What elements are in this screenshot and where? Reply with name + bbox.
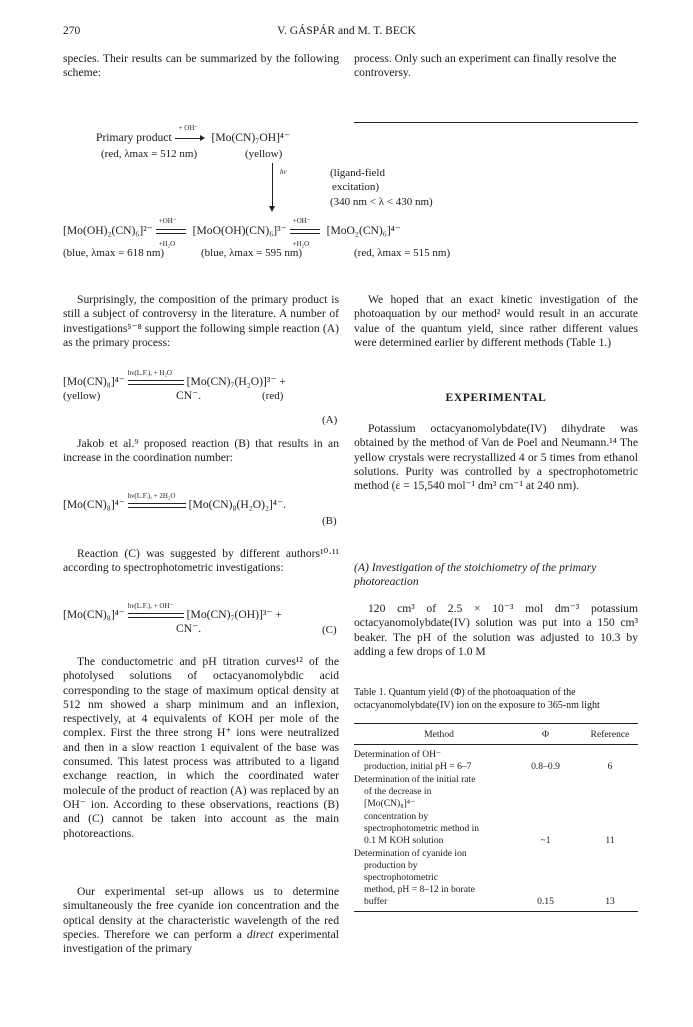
eq-a-red: (red) — [262, 390, 284, 402]
eq-b-arrow — [128, 500, 186, 510]
scheme-plus-oh-2: +OH⁻ — [292, 217, 311, 225]
scheme-down-arrowhead — [269, 206, 275, 212]
scheme-oh-label: + OH⁻ — [178, 124, 199, 132]
eq-a-yellow: (yellow) — [63, 390, 101, 402]
scheme-ligand-field: (ligand-field — [330, 167, 385, 179]
table-header-method: Method — [424, 729, 454, 740]
table-row-1-method-line-1: Determination of OH⁻ — [354, 749, 442, 760]
running-head: V. GÁSPÁR and M. T. BECK — [277, 25, 416, 37]
scheme-red-512: (red, λmax = 512 nm) — [101, 148, 198, 160]
left-paragraph-4: The conductometric and pH titration curves¹² of the photolysed solutions of octacyanomolybdic acid corresponding to the stage of maximum optical density at 512 nm showed a sharp minimum and an inflexion, respectively, at 4 equivalents of KOH per mole of the complex. First the three strong H⁺ ions were neutralized and then in a slow reaction 1 equivalent of the base was consumed. This latest process was attributed to a ligand exchange reaction, in which the coordinated water molecule of the product of reaction (A) was replaced by an OH⁻ ion. According to these observations, reactions (B) and (C) cannot be taken into account as the main photoreactions. — [63, 655, 339, 840]
left-paragraph-2: Jakob et al.⁹ proposed reaction (B) that results in an increase in the coordination number: — [63, 437, 339, 465]
eq-a-product: [Mo(CN)₇(H₂O)]³⁻ + — [186, 375, 286, 388]
left-paragraph-3: Reaction (C) was suggested by different authors¹⁰·¹¹ according to spectrophotometric investigations: — [63, 547, 339, 575]
scheme-wavelength-range: (340 nm < λ < 430 nm) — [330, 196, 433, 208]
eq-a-reactant: [Mo(CN)₈]⁴⁻ — [63, 375, 125, 388]
scheme-excitation: excitation) — [332, 181, 380, 193]
eq-c-reactant: [Mo(CN)₈]⁴⁻ — [63, 608, 125, 621]
table-row-2-method-line-6: 0.1 M KOH solution — [364, 835, 444, 846]
page-number: 270 — [63, 25, 81, 37]
scheme-complex-mid: [MoO(OH)(CN)₆]³⁻ — [192, 224, 287, 237]
table-row-2-method-line-3: [Mo(CN)₈]⁴⁻ — [364, 798, 416, 809]
intro-left: species. Their results can be summarized by the following scheme: — [63, 52, 339, 80]
table-header-reference: Reference — [590, 729, 630, 740]
table-row-1-ref: 6 — [607, 761, 613, 772]
table-row-2-phi: ~1 — [540, 835, 551, 846]
table-header-phi: Φ — [541, 729, 549, 740]
table-row-2-method-line-5: spectrophotometric method in — [364, 823, 480, 834]
table-row-2-ref: 11 — [605, 835, 615, 846]
scheme-equilibrium-arrow-2 — [290, 226, 320, 236]
table-row-3-method-line-5: buffer — [364, 896, 388, 907]
table-header-rule — [354, 744, 638, 745]
scheme-row-1 — [96, 124, 291, 145]
scheme-complex-top: [Mo(CN)₇OH]⁴⁻ — [211, 131, 291, 144]
p5-text-c: experimental investigation of the primary — [63, 927, 339, 956]
table-row-1-phi: 0.8–0.9 — [531, 761, 560, 772]
scheme-vertical-arrow — [272, 163, 273, 208]
scheme-yellow: (yellow) — [245, 148, 283, 160]
scheme-hv: hν — [280, 168, 287, 176]
scheme-plus-oh-1: +OH⁻ — [158, 217, 177, 225]
table-row-2-method-line-2: of the decrease in — [364, 786, 432, 797]
table-row-2-method-line-4: concentration by — [364, 811, 429, 822]
table-top-rule — [354, 723, 638, 724]
eq-c-label: (C) — [322, 624, 337, 636]
table-caption: Table 1. Quantum yield (Φ) of the photoaquation of the octacyanomolybdate(IV) ion on the exposure to 365-nm light — [354, 687, 600, 711]
scheme-plus-h2o-1: +H₂O — [158, 240, 176, 248]
table-row-3-method-line-1: Determination of cyanide ion — [354, 848, 467, 859]
scheme-plus-h2o-2: +H₂O — [292, 240, 310, 248]
table-row-3-phi: 0.15 — [537, 896, 554, 907]
eq-a-label: (A) — [322, 414, 338, 426]
eq-b-product: [Mo(CN)₈(H₂O)₂]⁴⁻. — [188, 498, 286, 511]
p5-direct: direct — [246, 927, 274, 941]
eq-b-label: (B) — [322, 515, 337, 527]
scheme-complex-blue: [Mo(OH)₂(CN)₆]²⁻ — [63, 224, 153, 237]
eq-b-reactant: [Mo(CN)₈]⁴⁻ — [63, 498, 125, 511]
section-heading-experimental: EXPERIMENTAL — [445, 391, 547, 404]
eq-c-arrow-label: hν(L.F.), + OH⁻ — [127, 602, 174, 610]
scheme-complex-red: [MoO₂(CN)₆]⁴⁻ — [326, 224, 401, 237]
scheme-blue-595: (blue, λmax = 595 nm) — [201, 247, 303, 259]
eq-a-cn: CN⁻. — [176, 389, 202, 402]
scheme-row-2 — [63, 217, 401, 248]
scheme-red-515: (red, λmax = 515 nm) — [354, 247, 451, 259]
right-paragraph-2: Potassium octacyanomolybdate(IV) dihydrate was obtained by the method of Van de Poel and Neumann.¹⁴ The yellow crystals were recrystallized 4 or 5 times from ethanol solutions. Purity was controlled by a spectrophotometric method (ε = 15,540 mol⁻¹ dm³ cm⁻¹ at 240 nm). — [354, 422, 638, 493]
eq-a-arrow-label: hν(L.F.), + H₂O — [127, 369, 172, 377]
subsection-heading: (A) Investigation of the stoichiometry of the primary photoreaction — [354, 561, 597, 589]
scheme-primary-product: Primary product — [96, 131, 172, 144]
right-column-rule — [354, 122, 638, 123]
table-row-3-ref: 13 — [605, 896, 615, 907]
eq-c-cn: CN⁻. — [176, 622, 202, 635]
table-bottom-rule — [354, 911, 638, 912]
scheme-blue-618: (blue, λmax = 618 nm) — [63, 247, 165, 259]
right-paragraph-1: We hoped that an exact kinetic investigation of the photoaquation by our method² would result in an accurate value of the quantum yield, since rather different values were determined earlier by different methods (Table 1.) — [354, 293, 638, 349]
eq-b-arrow-label: hν(L.F.), + 2H₂O — [127, 492, 176, 500]
scheme-equilibrium-arrow-1 — [156, 226, 186, 236]
scheme-arrow-right — [175, 133, 205, 143]
p5-text-a: Our experimental set-up allows us to determine simultaneously the free cyanide ion concentration and the optical density at the characteristic wavelength of the red species. Therefore we can perform a — [63, 885, 339, 941]
left-paragraph-1: Surprisingly, the composition of the primary product is still a subject of controversy in the literature. A number of investigations⁵⁻⁸ support the following simple reaction (A) as the primary process: — [63, 293, 339, 349]
left-paragraph-5 — [63, 885, 339, 956]
table-row-3-method-line-2: production by — [364, 860, 418, 871]
right-paragraph-3: 120 cm³ of 2.5 × 10⁻³ mol dm⁻³ potassium octacyanomolybdate(IV) solution was put into a 150 cm³ beaker. The pH of the solution was adjusted to 10.3 by adding a few drops of 1.0 M — [354, 602, 638, 658]
eq-a-arrow — [128, 377, 184, 387]
equation-a — [63, 369, 286, 389]
table-row-1-method-line-2: production, initial pH = 6–7 — [364, 761, 472, 772]
equation-b — [63, 492, 286, 512]
eq-c-arrow — [128, 610, 184, 620]
table-row-3-method-line-4: method, pH = 8–12 in borate — [364, 884, 475, 895]
equation-c — [63, 602, 282, 622]
eq-c-product: [Mo(CN)₇(OH)]³⁻ + — [186, 608, 282, 621]
table-row-2-method-line-1: Determination of the initial rate — [354, 774, 476, 785]
table-row-3-method-line-3: spectrophotometric — [364, 872, 439, 883]
intro-right: process. Only such an experiment can finally resolve the controversy. — [354, 52, 617, 80]
